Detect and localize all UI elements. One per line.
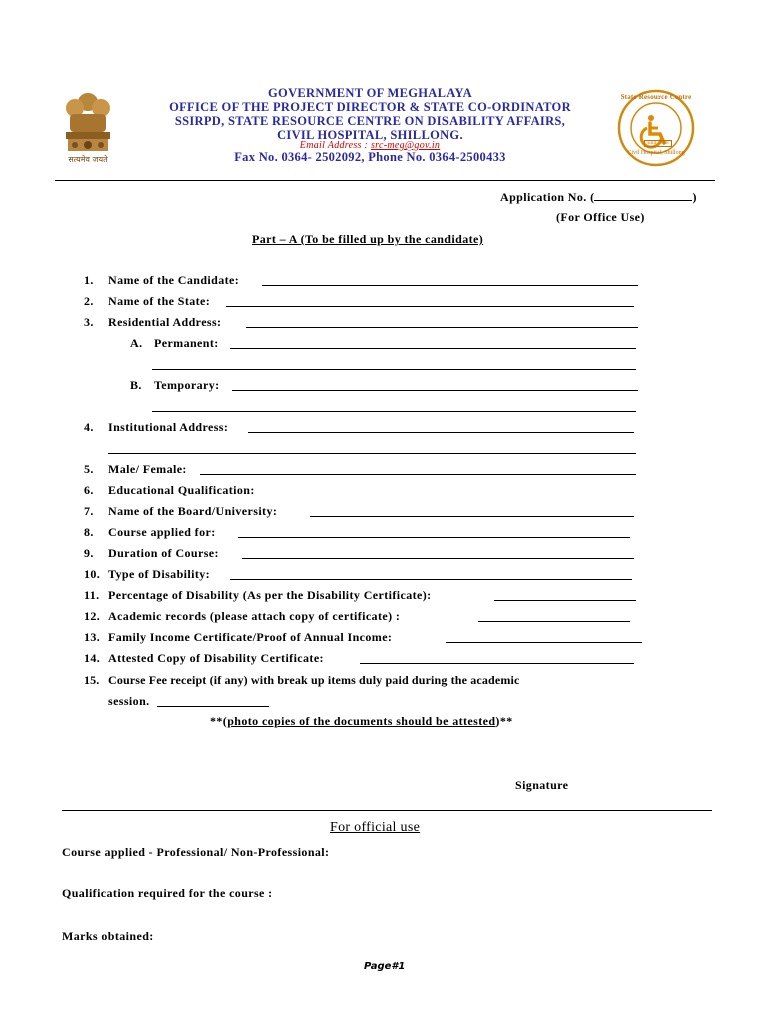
part-a-title: Part – A (To be filled up by the candidate) [252, 232, 484, 246]
header-hospital: CIVIL HOSPITAL, SHILLONG. [277, 128, 463, 142]
seal-bottom-text: Civil Hospital, Shillong [627, 150, 685, 156]
disability-percentage-input[interactable] [494, 600, 636, 601]
official-divider [62, 810, 712, 811]
candidate-name-input[interactable] [262, 285, 638, 286]
official-course-applied: Course applied - Professional/ Non-Professional: [62, 845, 330, 859]
field-family-income: 13. Family Income Certificate/Proof of Annual Income: [84, 630, 393, 644]
page-number: Page#1 [364, 961, 406, 972]
field-session: session. [108, 694, 150, 708]
field-residential-address: 3. Residential Address: [84, 315, 222, 329]
official-marks: Marks obtained: [62, 929, 154, 943]
emblem-caption: सत्यमेव जयते [68, 155, 108, 164]
field-permanent: A. Permanent: [130, 336, 219, 350]
header-ssirpd: SSIRPD, STATE RESOURCE CENTRE ON DISABILITY AFFAIRS, [174, 114, 566, 128]
institutional-address-input-2[interactable] [108, 453, 636, 454]
seal-est-text: Estd. 2008 [644, 140, 672, 147]
email-link[interactable]: src-meg@gov.in [370, 140, 441, 151]
permanent-address-input-2[interactable] [152, 369, 636, 370]
header-government: GOVERNMENT OF MEGHALAYA [268, 86, 472, 100]
office-use-note: (For Office Use) [556, 210, 645, 224]
field-fee-receipt: 15. Course Fee receipt (if any) with break up items duly paid during the academic [84, 673, 520, 687]
field-board: 7. Name of the Board/University: [84, 504, 278, 518]
header-office: OFFICE OF THE PROJECT DIRECTOR & STATE CO-ORDINATOR [169, 100, 571, 114]
header-divider [55, 180, 715, 181]
official-use-title: For official use [330, 820, 421, 835]
field-duration: 9. Duration of Course: [84, 546, 219, 560]
temporary-address-input[interactable] [232, 390, 638, 391]
header-contact: Fax No. 0364- 2502092, Phone No. 0364-2500433 [234, 150, 506, 164]
permanent-address-input[interactable] [230, 348, 636, 349]
field-disability-type: 10. Type of Disability: [84, 567, 211, 581]
application-no-field[interactable] [594, 190, 692, 201]
session-input[interactable] [157, 706, 269, 707]
field-gender: 5. Male/ Female: [84, 462, 187, 476]
field-course: 8. Course applied for: [84, 525, 216, 539]
gender-input[interactable] [200, 474, 636, 475]
disability-certificate-input[interactable] [360, 663, 634, 664]
state-input[interactable] [226, 306, 634, 307]
email-label: Email Address : [299, 140, 369, 151]
field-temporary: B. Temporary: [130, 378, 220, 392]
institutional-address-input[interactable] [248, 432, 634, 433]
board-input[interactable] [310, 516, 634, 517]
residential-address-input[interactable] [246, 327, 638, 328]
field-disability-percentage: 11. Percentage of Disability (As per the Disability Certificate): [84, 588, 432, 602]
field-qualification: 6. Educational Qualification: [84, 483, 255, 497]
field-institutional-address: 4. Institutional Address: [84, 420, 229, 434]
field-state: 2. Name of the State: [84, 294, 211, 308]
duration-input[interactable] [242, 558, 634, 559]
field-disability-certificate: 14. Attested Copy of Disability Certificate: [84, 651, 324, 665]
application-no-label: Application No. ( [500, 190, 595, 204]
temporary-address-input-2[interactable] [152, 411, 636, 412]
disability-type-input[interactable] [230, 579, 632, 580]
attest-note: **(photo copies of the documents should be attested)** [210, 714, 513, 728]
field-candidate-name: 1. Name of the Candidate: [84, 273, 240, 287]
application-no-close: ) [692, 190, 697, 204]
signature-label: Signature [515, 778, 569, 792]
course-input[interactable] [238, 537, 630, 538]
application-no [500, 190, 697, 205]
official-qualification: Qualification required for the course : [62, 886, 273, 900]
seal-ring-text: State Resource Centre [620, 93, 692, 101]
family-income-input[interactable] [446, 642, 642, 643]
academic-records-input[interactable] [478, 621, 630, 622]
field-academic-records: 12. Academic records (please attach copy of certificate) : [84, 609, 401, 623]
